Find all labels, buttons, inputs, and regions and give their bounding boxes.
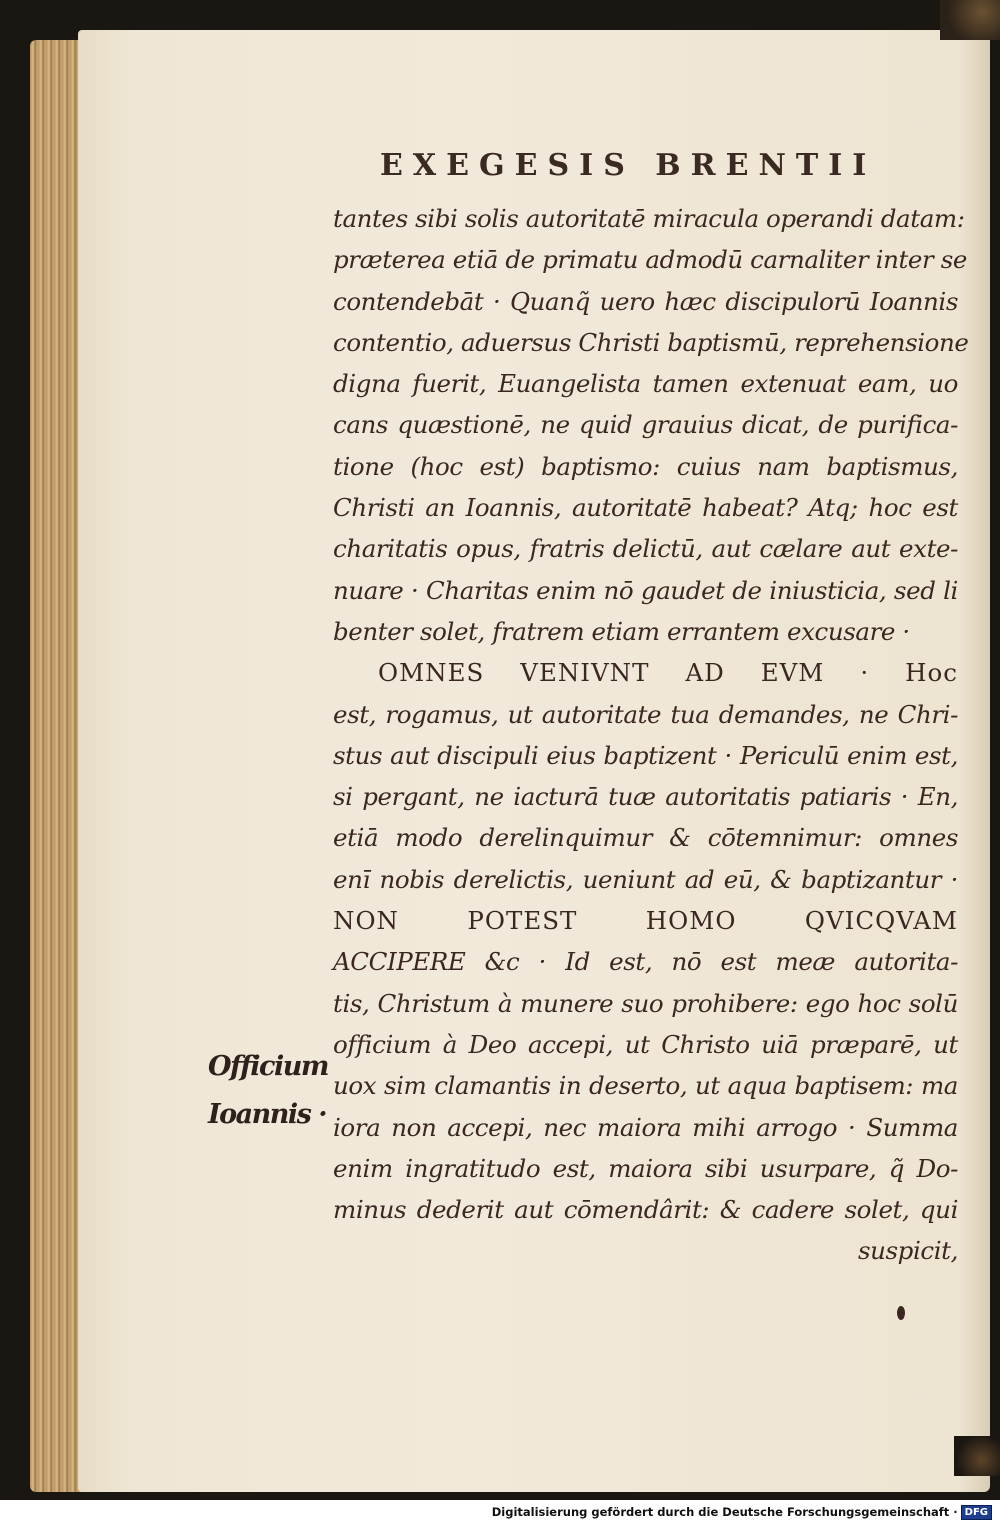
catchword: suspicit, [857, 1236, 958, 1266]
text-line: minus dederit aut cōmendârit: & cadere solet, qui [333, 1195, 958, 1225]
text-line: enim ingratitudo est, maiora sibi usurpare, q̃ Do- [333, 1153, 958, 1183]
text-line: benter solet, fratrem etiam errantem excusare · [333, 616, 910, 646]
running-header: EXEGESIS BRENTII [380, 148, 877, 183]
text-line: charitatis opus, fratris delictū, aut cælare aut exte- [333, 534, 958, 564]
corner-shadow-bottom [954, 1436, 1000, 1476]
dfg-logo: DFG [961, 1505, 992, 1520]
body-text [333, 198, 969, 1272]
lemma-line: NON POTEST HOMO QVICQVAM [333, 906, 958, 936]
corner-shadow-top [940, 0, 1000, 40]
text-line: contendebāt · Quanq̃ uero hæc discipulorū Ioannis [333, 286, 958, 316]
text-line: ACCIPERE &c · Id est, nō est meæ autorita- [333, 947, 958, 977]
marginal-note-line: Officium [208, 1051, 328, 1082]
text-line: contentio, aduersus Christi baptismū, reprehensione [333, 327, 969, 357]
text-line: uox sim clamantis in deserto, ut aqua baptisem: ma [333, 1071, 958, 1101]
text-line: stus aut discipuli eius baptizent · Periculū enim est, [333, 740, 958, 770]
marginal-note [208, 1043, 333, 1139]
text-line: præterea etiā de primatu admodū carnaliter inter se [333, 245, 967, 275]
text-line: Christi an Ioannis, autoritatē habeat? Atq; hoc est [333, 493, 958, 523]
text-line: digna fuerit, Euangelista tamen extenuat eam, uo [333, 369, 958, 399]
text-line: cans quæstionē, ne quid grauius dicat, de purifica- [333, 410, 958, 440]
text-line: etiā modo derelinquimur & cōtemnimur: omnes [333, 823, 958, 853]
text-line: si pergant, ne iacturā tuæ autoritatis patiaris · En, [333, 782, 958, 812]
footer-text: Digitalisierung gefördert durch die Deutsche Forschungsgemeinschaft · [491, 1505, 958, 1519]
lemma-line: OMNES VENIVNT AD EVM · Hoc [378, 658, 958, 688]
text-line: tantes sibi solis autoritatē miracula operandi datam: [333, 204, 965, 233]
ink-mark [897, 1306, 905, 1320]
text-line: iora non accepi, nec maiora mihi arrogo · Summa [333, 1112, 958, 1142]
text-line: tione (hoc est) baptismo: cuius nam baptismus, [333, 451, 958, 481]
text-line: est, rogamus, ut autoritate tua demandes, ne Chri- [333, 699, 958, 729]
text-line: nuare · Charitas enim nō gaudet de iniusticia, sed li [333, 575, 958, 605]
text-line: officium à Deo accepi, ut Christo uiā præparē, ut [333, 1029, 958, 1059]
text-line: tis, Christum à munere suo prohibere: ego hoc solū [333, 988, 958, 1018]
text-line: enī nobis derelictis, ueniunt ad eū, & baptizantur · [333, 864, 958, 894]
footer-credit [492, 1503, 992, 1521]
marginal-note-line: Ioannis · [208, 1099, 327, 1130]
